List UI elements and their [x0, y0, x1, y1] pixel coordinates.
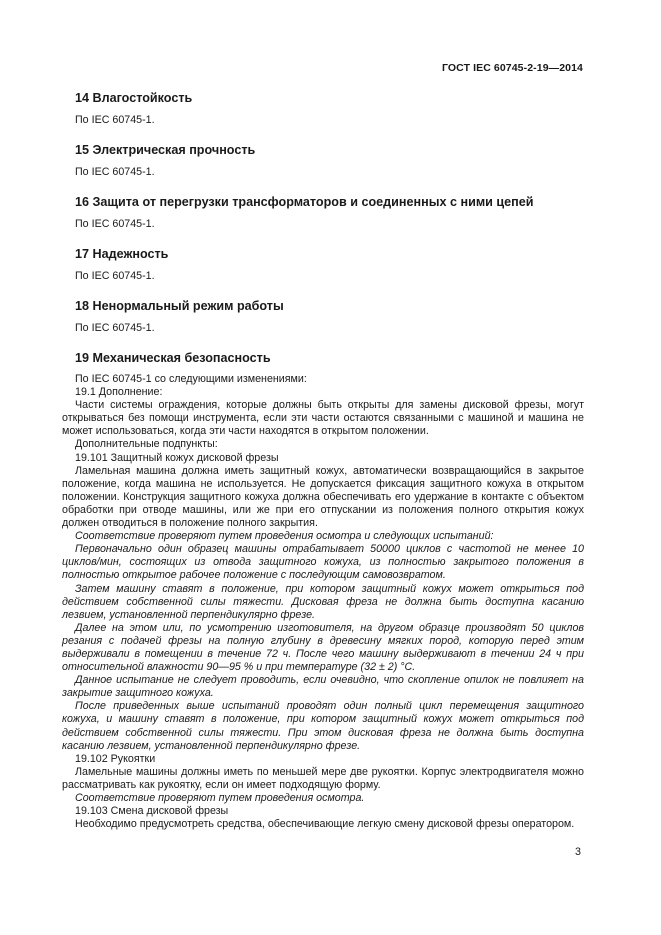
test-paragraph: Затем машину ставят в положение, при котором защитный кожух может открыться под действием собственной силы тяжести. Дисковая фреза не должна быть доступна касанию лезвием, установленной перпендикулярно фрезе. [62, 582, 584, 621]
section-heading-15: 15 Электрическая прочность [75, 143, 256, 157]
subclause-title: 19.101 Защитный кожух дисковой фрезы [75, 451, 279, 464]
test-paragraph: Данное испытание не следует проводить, если очевидно, что скопление опилок не повлияет на закрытие защитного кожуха. [62, 674, 584, 700]
section-heading-19: 19 Механическая безопасность [75, 351, 271, 365]
paragraph: По IEC 60745-1 со следующими изменениями: [75, 373, 307, 385]
paragraph: Необходимо предусмотреть средства, обеспечивающие легкую смену дисковой фрезы оператором. [75, 818, 575, 831]
paragraph: Дополнительные подпункты: [75, 438, 218, 451]
document-id-header: ГОСТ IEC 60745-2-19—2014 [441, 62, 583, 74]
paragraph: 19.1 Дополнение: [75, 386, 163, 399]
section-ref-15: По IEC 60745-1. [75, 166, 155, 178]
section-heading-14: 14 Влагостойкость [75, 91, 193, 105]
section-ref-16: По IEC 60745-1. [75, 218, 155, 230]
page-number: 3 [575, 846, 581, 858]
test-paragraph: Далее на этом или, по усмотрению изготовителя, на другом образце производят 50 циклов резания с подачей фрезы на полную глубину в древесину мягких пород, которую перед этим выдерживали в помещении в течение 72 ч. После чего машину выдерживают в течении 24 ч при относительной влажности 90—95 % и при температуре (32 ± 2) °С. [62, 621, 584, 674]
paragraph: Ламельные машины должны иметь по меньшей мере две рукоятки. Корпус электродвигателя можно рассматривать как рукоятку, если он имеет подходящую форму. [62, 765, 584, 791]
compliance-statement: Соответствие проверяют путем проведения осмотра и следующих испытаний: [75, 530, 494, 543]
paragraph: Части системы ограждения, которые должны быть открыты для замены дисковой фрезы, могут открываться без помощи инструмента, если эти части остаются связанными с машиной и машина не может использоваться, когда эти части находятся в открытом положении. [62, 399, 584, 438]
paragraph: Ламельная машина должна иметь защитный кожух, автоматически возвращающийся в закрытое положение, когда машина не используется. Не допускается фиксация защитного кожуха в открытом положении. Конструкция защитного кожуха должна обеспечивать его удержание в контакте с объектом обработки при отводе машины, или же при его отпускании из положения полного открытия кожух должен отводиться в положение полного закрытия. [62, 464, 584, 530]
compliance-statement: Соответствие проверяют путем проведения осмотра. [75, 792, 365, 804]
section-heading-17: 17 Надежность [75, 247, 169, 261]
subclause-title: 19.103 Смена дисковой фрезы [75, 805, 229, 818]
section-heading-18: 18 Ненормальный режим работы [75, 299, 284, 313]
test-paragraph: После приведенных выше испытаний проводят один полный цикл перемещения защитного кожуха, и машину ставят в положение, при котором защитный кожух может открыться под действием собственной силы тяжести. При этом дисковая фреза не должна быть доступна касанию лезвием, установленной перпендикулярно фрезе. [62, 700, 584, 752]
page-content [62, 90, 584, 831]
test-paragraph: Первоначально один образец машины отрабатывает 50000 циклов с частотой не менее 10 циклов/мин, состоящих из отвода защитного кожуха, из полностью закрытого положения в полностью открытое рабочее положение с последующим самовозвратом. [62, 543, 584, 582]
section-heading-16: 16 Защита от перегрузки трансформаторов и соединенных с ними цепей [75, 195, 534, 209]
section-ref-17: По IEC 60745-1. [75, 270, 155, 282]
section-ref-18: По IEC 60745-1. [75, 322, 155, 334]
subclause-title: 19.102 Рукоятки [75, 752, 156, 765]
section-ref-14: По IEC 60745-1. [75, 114, 155, 126]
